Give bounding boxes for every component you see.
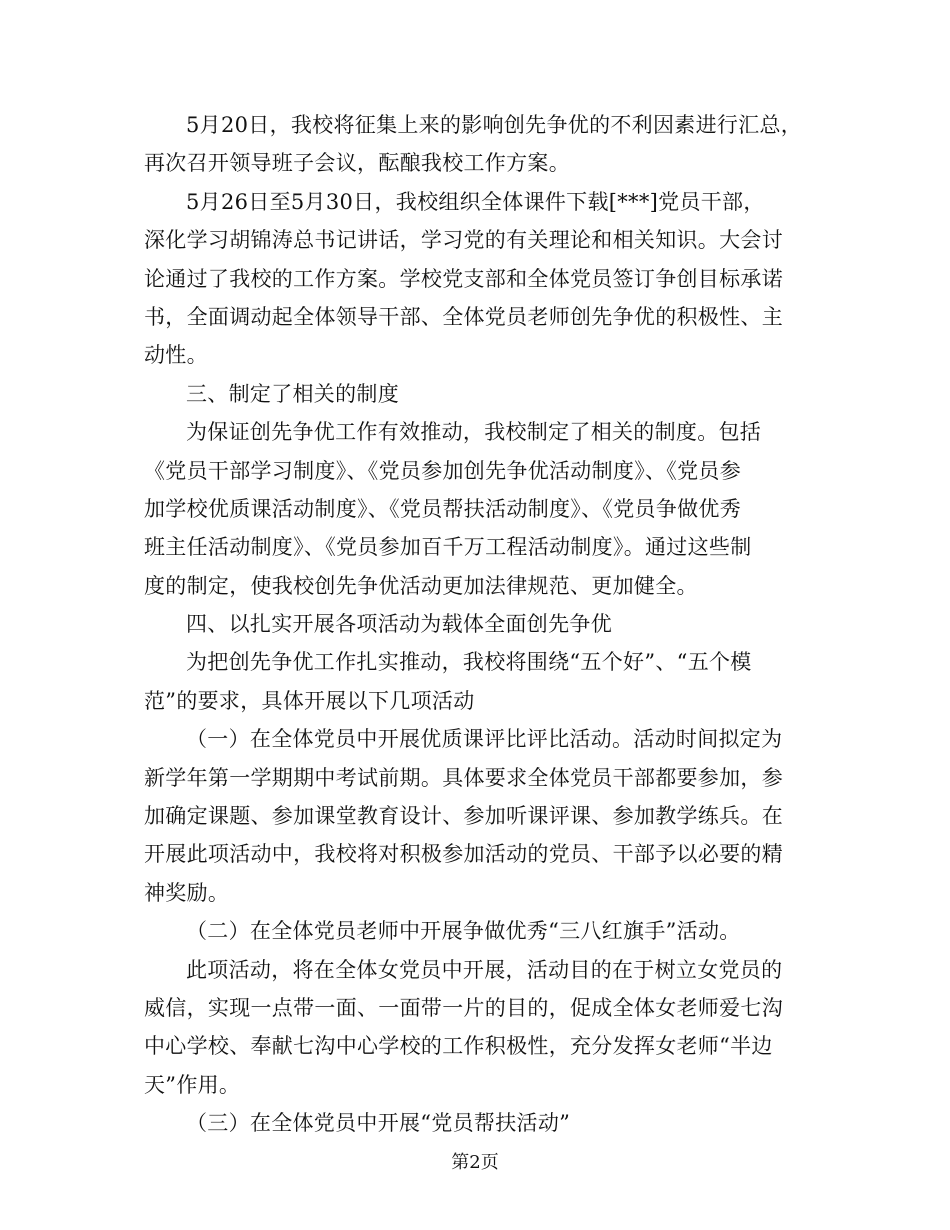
text-line: 动性。 — [144, 343, 208, 368]
text-line: 论通过了我校的工作方案。学校党支部和全体党员签订争创目标承诺 — [144, 266, 783, 291]
text-line: 新学年第一学期期中考试前期。具体要求全体党员干部都要参加，参 — [144, 765, 783, 790]
text-line: 为把创先争优工作扎实推动，我校将围绕“五个好”、“五个模 — [186, 650, 752, 675]
text-line: 加学校优质课活动制度》、《党员帮扶活动制度》、《党员争做优秀 — [144, 496, 741, 521]
document-body — [144, 106, 816, 1143]
text-line: 此项活动，将在全体女党员中开展，活动目的在于树立女党员的 — [186, 957, 783, 982]
text-line: 5月26日至5月30日，我校组织全体课件下载[***]党员干部， — [186, 189, 765, 214]
text-line: 三、制定了相关的制度 — [186, 381, 399, 406]
text-line: （二）在全体党员老师中开展争做优秀“三八红旗手”活动。 — [186, 919, 741, 944]
text-line: 范”的要求，具体开展以下几项活动 — [144, 688, 475, 713]
text-line: 再次召开领导班子会议，酝酿我校工作方案。 — [144, 151, 570, 176]
text-line: 《党员干部学习制度》、《党员参加创先争优活动制度》、《党员参 — [144, 458, 741, 483]
text-line: （三）在全体党员中开展“党员帮扶活动” — [186, 1111, 571, 1136]
text-line: 天”作用。 — [144, 1072, 241, 1097]
text-line: 中心学校、奉献七沟中心学校的工作积极性，充分发挥女老师“半边 — [144, 1034, 773, 1059]
text-line: （一）在全体党员中开展优质课评比评比活动。活动时间拟定为 — [186, 727, 783, 752]
text-line: 四、以扎实开展各项活动为载体全面创先争优 — [186, 612, 612, 637]
text-line: 威信，实现一点带一面、一面带一片的目的，促成全体女老师爱七沟 — [144, 995, 783, 1020]
text-line: 加确定课题、参加课堂教育设计、参加听课评课、参加教学练兵。在 — [144, 804, 783, 829]
text-line: 为保证创先争优工作有效推动，我校制定了相关的制度。包括 — [186, 420, 762, 445]
text-line: 深化学习胡锦涛总书记讲话，学习党的有关理论和相关知识。大会讨 — [144, 228, 783, 253]
text-line: 神奖励。 — [144, 880, 230, 905]
text-line: 书，全面调动起全体领导干部、全体党员老师创先争优的积极性、主 — [144, 304, 783, 329]
text-line: 度的制定，使我校创先争优活动更加法律规范、更加健全。 — [144, 573, 698, 598]
page-number: 第2页 — [451, 1152, 499, 1173]
text-line: 5月20日，我校将征集上来的影响创先争优的不利因素进行汇总， — [186, 113, 803, 137]
text-line: 开展此项活动中，我校将对积极参加活动的党员、干部予以必要的精 — [144, 842, 783, 867]
text-line: 班主任活动制度》、《党员参加百千万工程活动制度》。通过这些制 — [144, 535, 752, 560]
